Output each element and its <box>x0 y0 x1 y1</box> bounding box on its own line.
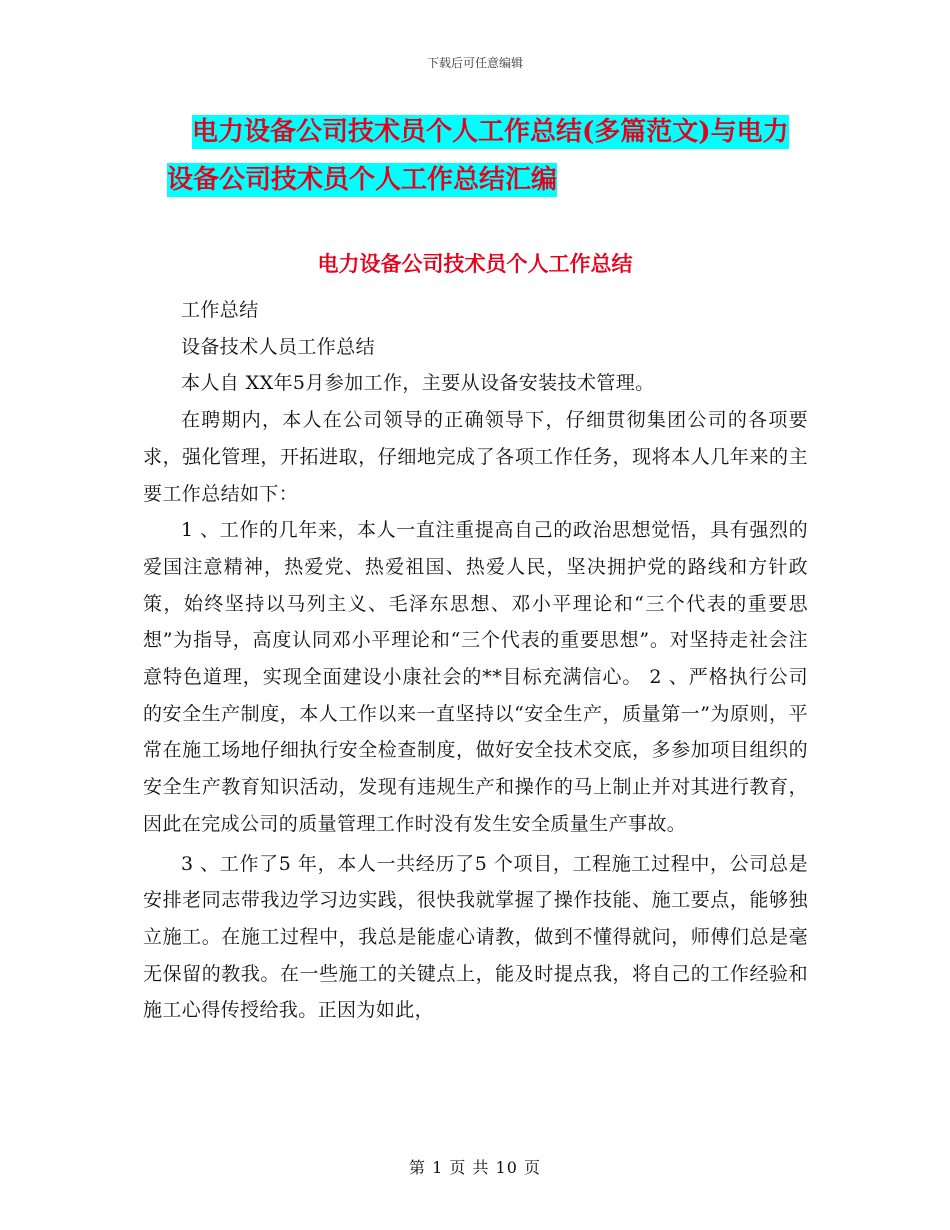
page-footer: 第 1 页 共 10 页 <box>409 1158 541 1177</box>
header-note: 下载后可任意编辑 <box>426 56 523 70</box>
section-title: 电力设备公司技术员个人工作总结 <box>317 251 633 276</box>
title-highlight-2: 设备公司技术员个人工作总结汇编 <box>167 165 558 195</box>
paragraph: 1 、工作的几年来，本人一直注重提高自己的政治思想觉悟，具有强烈的爱国注意精神，热爱党、热爱祖国、热爱人民，坚决拥护党的路线和方针政策，始终坚持以马列主义、毛泽东思想、邓小平理论和“三个代表的重要思想”为指导，高度认同邓小平理论和“三个代表的重要思想”。对坚持走社会注意特色道理，实现全面建设小康社会的**目标充满信心。 2 、严格执行公司的安全生产制度，本人工作以来一直坚持以“安全生产，质量第一”为原则，平常在施工场地仔细执行安全检查制度，做好安全技术交底，多参加项目组织的安全生产教育知识活动，发现有违规生产和操作的马上制止并对其进行教育，因此在完成公司的质量管理工作时没有发生安全质量生产事故。 <box>143 519 808 835</box>
paragraph: 本人自 XX年5月参加工作，主要从设备安装技术管理。 <box>181 372 655 395</box>
paragraph: 3 、工作了5 年，本人一共经历了5 个项目，工程施工过程中，公司总是安排老同志带我边学习边实践，很快我就掌握了操作技能、施工要点，能够独立施工。在施工过程中，我总是能虚心请教，做到不懂得就问，师傅们总是毫无保留的教我。在一些施工的关键点上，能及时提点我，将自己的工作经验和施工心得传授给我。正因为如此， <box>143 852 808 1022</box>
document-title <box>140 108 820 204</box>
paragraph: 设备技术人员工作总结 <box>181 335 376 358</box>
paragraph: 工作总结 <box>181 299 259 321</box>
document-body <box>143 292 808 1029</box>
title-highlight-1: 电力设备公司技术员个人工作总结(多篇范文)与电力 <box>192 117 789 147</box>
document-title-line-2 <box>167 156 820 204</box>
document-title-line-1 <box>192 108 820 156</box>
paragraph: 在聘期内，本人在公司领导的正确领导下，仔细贯彻集团公司的各项要求，强化管理，开拓进取，仔细地完成了各项工作任务，现将本人几年来的主要工作总结如下： <box>143 409 808 505</box>
